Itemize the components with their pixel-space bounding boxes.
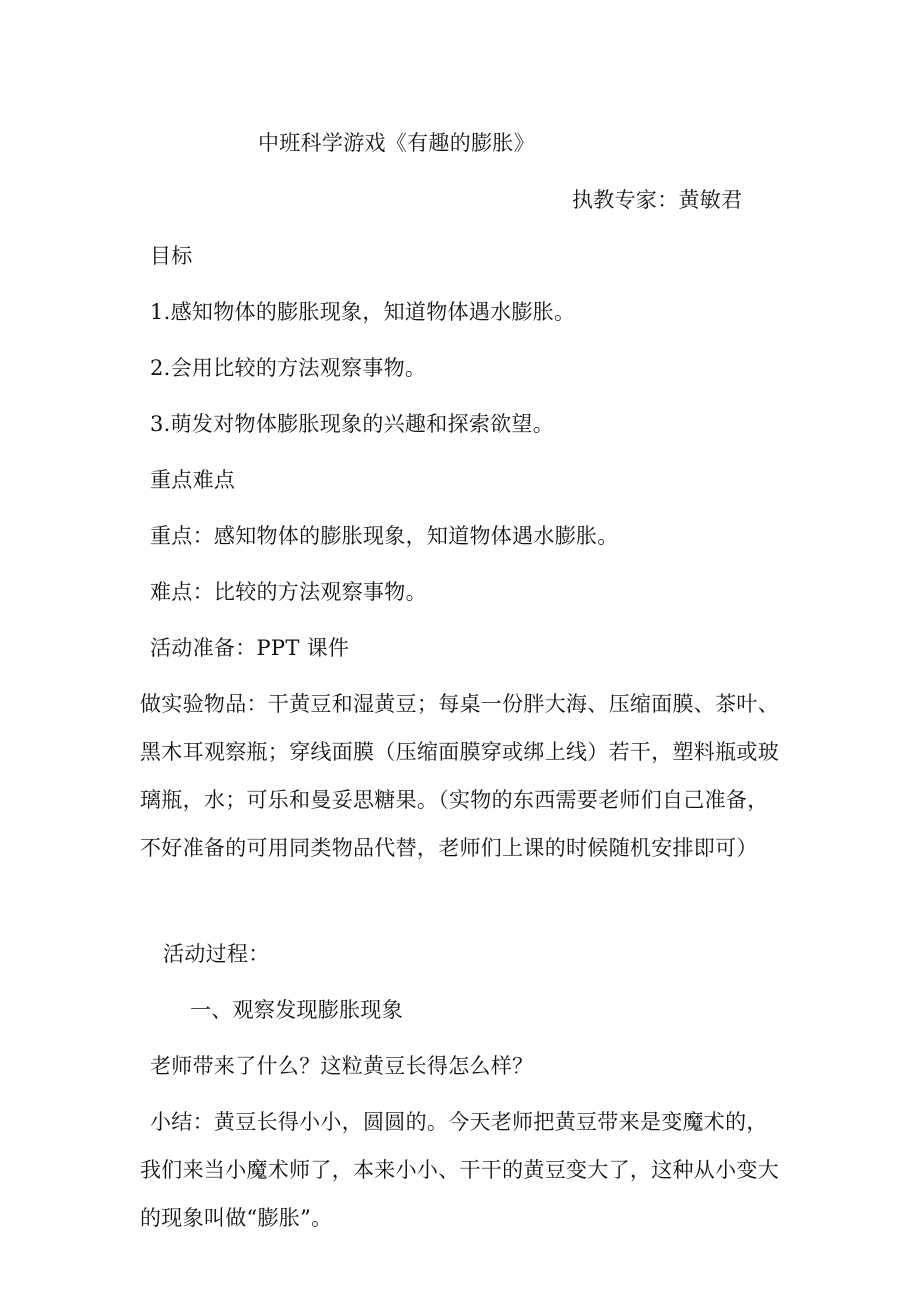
summary-line: 小结：黄豆长得小小，圆圆的。今天老师把黄豆带来是变魔术的， (150, 1110, 768, 1134)
goal-item: 2.会用比较的方法观察事物。 (150, 356, 427, 380)
preparation-line: 活动准备：PPT 课件 (150, 636, 350, 660)
goals-heading: 目标 (150, 244, 193, 268)
materials-line: 黑木耳观察瓶；穿线面膜（压缩面膜穿或绑上线）若干，塑料瓶或玻 (140, 740, 779, 764)
key-point: 重点：感知物体的膨胀现象，知道物体遇水膨胀。 (150, 524, 619, 548)
summary-line: 我们来当小魔术师了，本来小小、干干的黄豆变大了，这种从小变大 (140, 1158, 779, 1182)
key-points-heading: 重点难点 (150, 468, 236, 492)
materials-line: 不好准备的可用同类物品代替，老师们上课的时候随机安排即可） (140, 836, 758, 860)
materials-line: 璃瓶，水；可乐和曼妥思糖果。（实物的东西需要老师们自己准备， (140, 788, 769, 812)
summary-line: 的现象叫做“膨胀”。 (140, 1206, 333, 1230)
author-line: 执教专家：黄敏君 (572, 188, 743, 212)
document-title: 中班科学游戏《有趣的膨胀》 (258, 131, 535, 155)
goal-item: 1.感知物体的膨胀现象，知道物体遇水膨胀。 (150, 300, 576, 324)
materials-line: 做实验物品：干黄豆和湿黄豆；每桌一份胖大海、压缩面膜、茶叶、 (140, 692, 779, 716)
section-heading: 一、观察发现膨胀现象 (190, 998, 403, 1022)
question-line: 老师带来了什么？这粒黄豆长得怎么样？ (150, 1054, 534, 1078)
process-heading: 活动过程： (163, 942, 270, 966)
difficult-point: 难点：比较的方法观察事物。 (150, 580, 427, 604)
goal-item: 3.萌发对物体膨胀现象的兴趣和探索欲望。 (150, 412, 555, 436)
